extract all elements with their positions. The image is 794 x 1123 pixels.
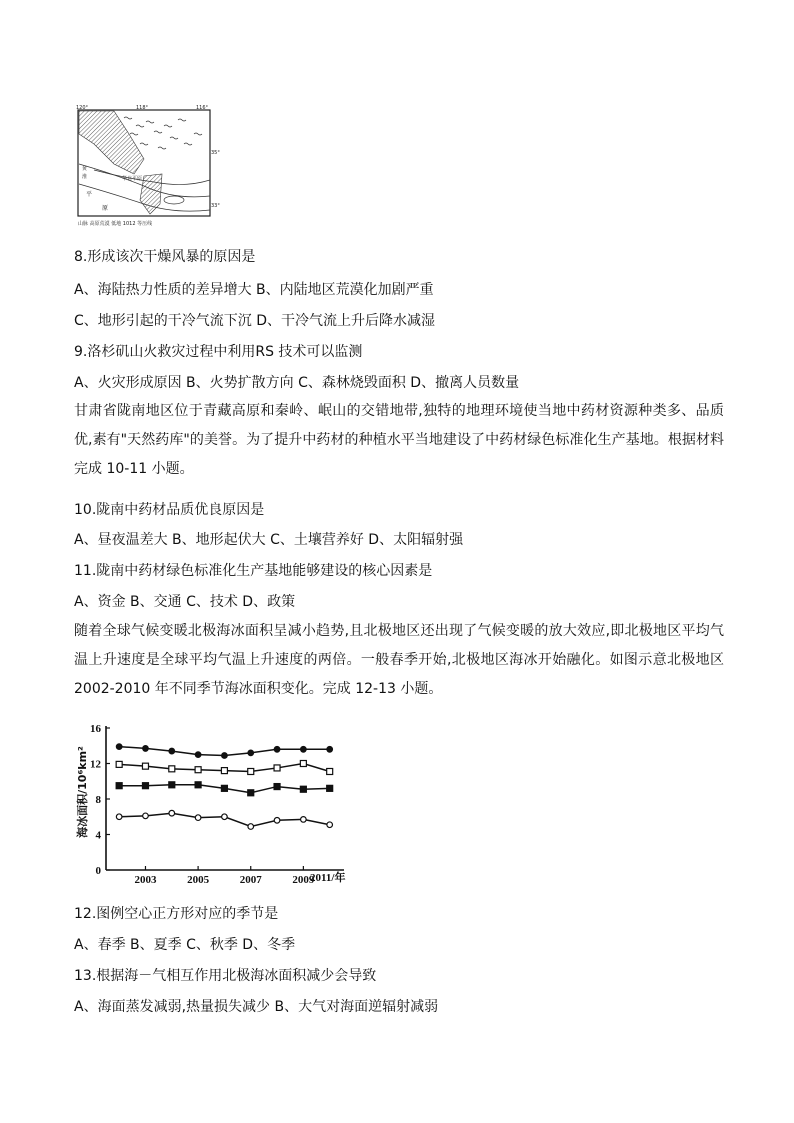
chart-point [142,763,148,769]
chart-x-tick-label: 2005 [187,874,210,886]
chart-point [169,810,175,816]
q10-options: A、昼夜温差大 B、地形起伏大 C、土壤营养好 D、太阳辐射强 [74,532,464,548]
chart-point [301,817,307,823]
map-label-huai: 淮 [82,174,88,180]
chart-point [116,761,122,767]
chart-point [301,747,307,753]
q12-stem: 12.图例空心正方形对应的季节是 [74,906,279,922]
chart-point [300,786,306,792]
map-svg [74,104,222,228]
chart-point [222,753,228,759]
chart-point [222,814,228,820]
chart-point [142,783,148,789]
chart-point [143,813,149,819]
q8-options-ab: A、海陆热力性质的差异增大 B、内陆地区荒漠化加剧严重 [74,282,434,298]
passage-arctic: 随着全球气候变暖北极海冰面积呈减小趋势,且北极地区还出现了气候变暖的放大效应,即北极地区平均气温上升速度是全球平均气温上升速度的两倍。一般春季开始,北极地区海冰开始融化。如图示意北极地区 2002-2010 年不同季节海冰面积变化。完成 12-13 小题。 [74,623,724,697]
q10-stem: 10.陇南中药材品质优良原因是 [74,502,265,518]
chart-point [300,761,306,767]
q13-stem: 13.根据海－气相互作用北极海冰面积减少会导致 [74,968,377,984]
chart-point [327,785,333,791]
q13-options-ab: A、海面蒸发减弱,热量损失减少 B、大气对海面逆辐射减弱 [74,999,439,1015]
map-lat-35: 35° [211,150,220,156]
chart-point [221,768,227,774]
chart-point [274,784,280,790]
chart-point [274,818,280,824]
map-lat-33: 33° [211,203,220,209]
map-label-plain: 华北平原 [122,176,143,182]
chart-point [169,766,175,772]
map-lon-118: 118° [136,105,149,111]
passage-longnan: 甘肃省陇南地区位于青藏高原和秦岭、岷山的交错地带,独特的地理环境使当地中药材资源种类多、品质优,素有"天然药库"的美誉。为了提升中药材的种植水平当地建设了中药材绿色标准化生产基地。根据材料完成 10-11 小题。 [74,403,724,477]
sea-ice-chart [78,718,368,888]
chart-point [195,752,201,758]
chart-point [195,815,201,821]
map-label-ping: 平 [86,191,93,198]
q9-stem: 9.洛杉矶山火救灾过程中利用RS 技术可以监测 [74,344,363,360]
map-legend: 山脉 高原荒漠 低地 1012 等压线 [78,221,153,227]
map-label-huang: 黄 [82,166,88,172]
chart-x-tick-label: 2003 [134,874,157,886]
chart-point [274,765,280,771]
chart-point [248,750,254,756]
chart-point [195,767,201,773]
q8-stem: 8.形成该次干燥风暴的原因是 [74,249,256,265]
q11-stem: 11.陇南中药材绿色标准化生产基地能够建设的核心因素是 [74,563,433,579]
chart-point [221,785,227,791]
chart-point [116,814,122,820]
map-lon-120: 120° [76,105,89,111]
chart-point [248,790,254,796]
chart-point [195,782,201,788]
chart-x-tick-label: 2007 [239,874,262,886]
q12-options: A、春季 B、夏季 C、秋季 D、冬季 [74,937,296,953]
chart-point [327,747,333,753]
chart-y-tick-label: 4 [95,829,101,842]
chart-xlabel: 2011/年 [310,872,346,884]
chart-point [169,748,175,754]
chart-point [248,824,254,830]
chart-point [274,747,280,753]
chart-ylabel: 海冰面积/10⁶km² [76,746,89,838]
chart-point [327,822,333,828]
chart-y-tick-label: 16 [90,723,101,735]
chart-point [169,782,175,788]
q11-options: A、资金 B、交通 C、技术 D、政策 [74,594,296,610]
q9-options: A、火灾形成原因 B、火势扩散方向 C、森林烧毁面积 D、撤离人员数量 [74,375,520,391]
map-label-yuan: 原 [102,205,109,212]
sea-ice-chart-svg [78,718,368,888]
map-lon-116: 116° [196,105,209,111]
chart-point [248,768,254,774]
chart-point [327,768,333,774]
chart-point [143,746,149,752]
q8-options-cd: C、地形引起的干冷气流下沉 D、干冷气流上升后降水减湿 [74,313,436,329]
chart-y-tick-label: 8 [95,794,101,806]
chart-y-tick-label: 12 [90,758,101,771]
chart-point [116,744,122,750]
map-figure [74,104,222,228]
chart-point [116,783,122,789]
chart-x-tick-label: 2009 [292,874,315,886]
chart-y-tick-label: 0 [95,865,101,877]
